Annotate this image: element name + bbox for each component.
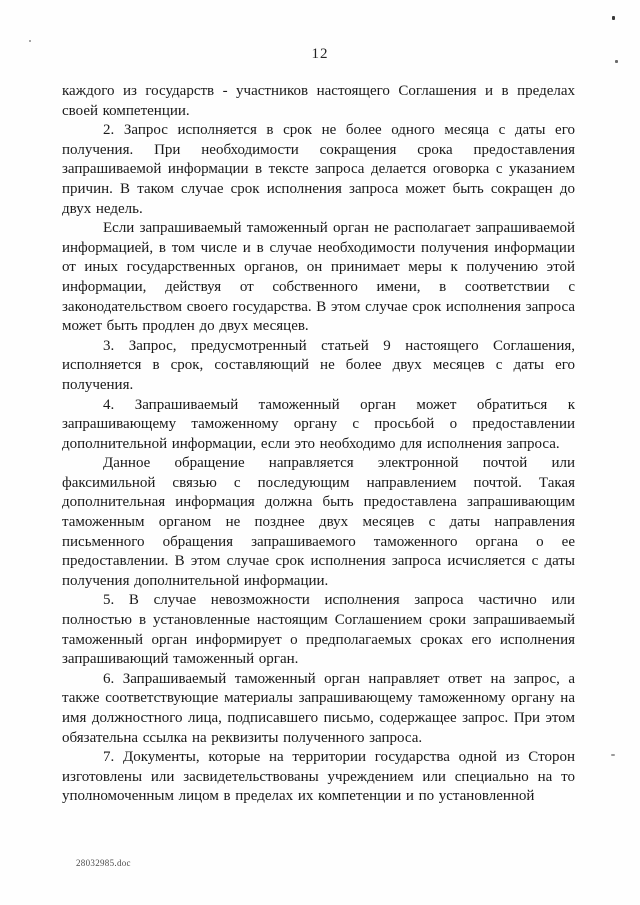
scan-speck <box>29 40 31 42</box>
paragraph-item-4: 4. Запрашиваемый таможенный орган может обратиться к запрашивающему таможенному органу с просьбой о предоставлении дополнительной информации, если это необходимо для исполнения запроса. <box>62 396 575 452</box>
scan-speck <box>611 754 615 756</box>
footer-filename: 28032985.doc <box>76 858 131 868</box>
paragraph-continuation: каждого из государств - участников настоящего Соглашения и в пределах своей компетенции. <box>62 83 575 119</box>
scan-speck <box>612 16 615 20</box>
paragraph-item-3: 3. Запрос, предусмотренный статьей 9 настоящего Соглашения, исполняется в срок, составляющий не более двух месяцев с даты его получения. <box>62 337 575 393</box>
paragraph-item-6: 6. Запрашиваемый таможенный орган направляет ответ на запрос, а также соответствующие материалы запрашивающему таможенному органу на имя должностного лица, подписавшего письмо, содержащее запрос. При этом обязательна ссылка на реквизиты полученного запроса. <box>62 670 575 746</box>
paragraph-item-2-sub: Если запрашиваемый таможенный орган не располагает запрашиваемой информацией, в том числе и в случае необходимости получения информации от иных государственных органов, он принимает меры к получению этой информации, действуя от собственного имени, в соответствии с законодательством своего государства. В этом случае срок исполнения запроса может быть продлен до двух месяцев. <box>62 220 575 335</box>
document-body <box>62 82 575 807</box>
paragraph-item-5: 5. В случае невозможности исполнения запроса частично или полностью в установленные настоящим Соглашением сроки запрашиваемый таможенный орган информирует о предполагаемых сроках его исполнения запрашивающий таможенный орган. <box>62 592 575 668</box>
paragraph-item-4-sub: Данное обращение направляется электронной почтой или факсимильной связью с последующим направлением почтой. Такая дополнительная информация должна быть предоставлена запрашивающим таможенным органом не позднее двух месяцев с даты направления письменного обращения запрашиваемого таможенного органа о ее предоставлении. В этом случае срок исполнения запроса исчисляется с даты получения дополнительной информации. <box>62 455 575 589</box>
paragraph-item-2: 2. Запрос исполняется в срок не более одного месяца с даты его получения. При необходимости сокращения срока предоставления запрашиваемой информации в тексте запроса делается оговорка с указанием причин. В таком случае срок исполнения запроса может быть сокращен до двух недель. <box>62 122 575 217</box>
paragraph-item-7: 7. Документы, которые на территории государства одной из Сторон изготовлены или засвидетельствованы учреждением или специально на то уполномоченным лицом в пределах их компетенции и по установленной <box>62 749 575 805</box>
page-number: 12 <box>311 46 329 62</box>
